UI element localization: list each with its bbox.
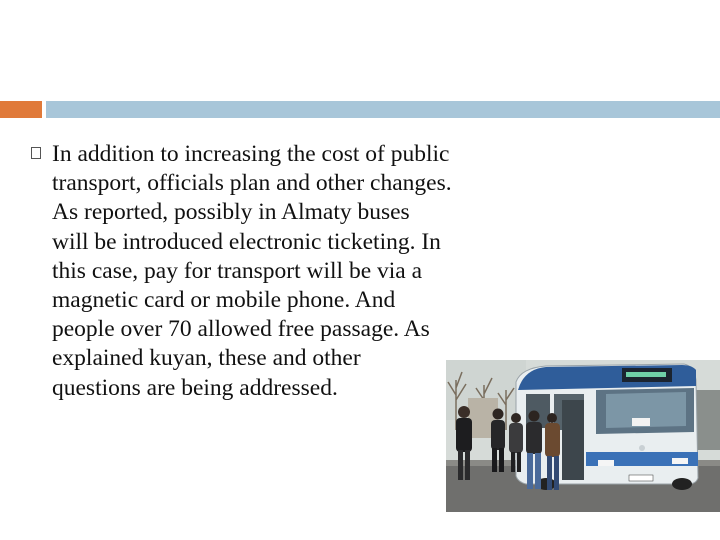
blue-header-bar (46, 101, 720, 118)
slide-body-text: In addition to increasing the cost of public transport, officials plan and other changes. As reported, possibly in Almaty buses will be introduced electronic ticketing. In this case, pay for transport will be via a magnetic card or mobile phone. And people over 70 allowed free passage. As explained kuyan, these and other questions are being addressed. (52, 141, 452, 401)
orange-accent-bar (0, 101, 42, 118)
empty-square-icon (31, 147, 41, 159)
city-bus-photo (446, 360, 720, 512)
